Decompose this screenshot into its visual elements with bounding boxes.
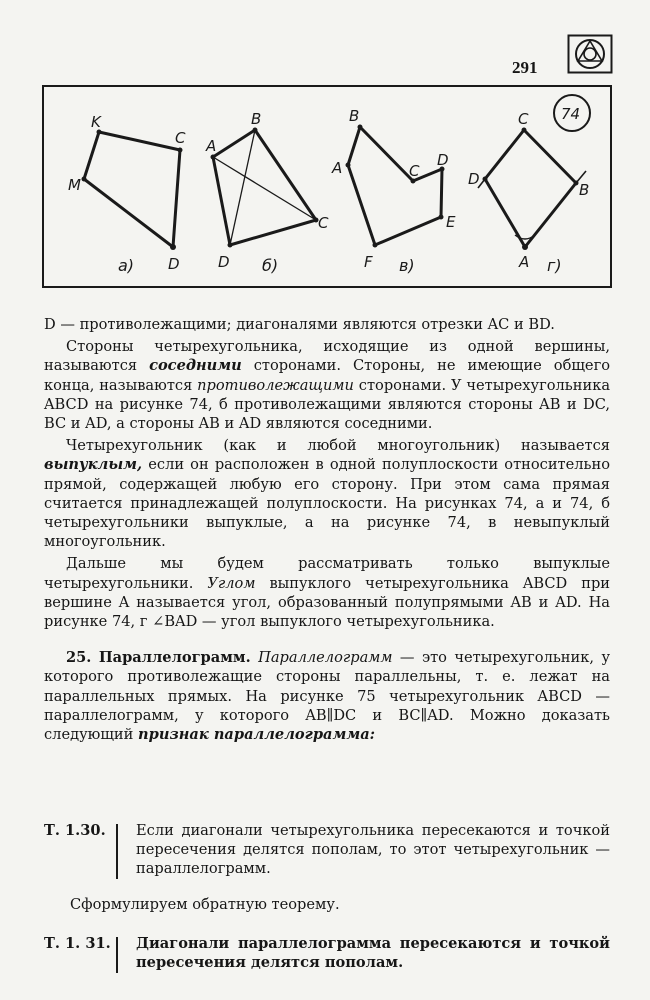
paragraph-angle: Дальше мы будем рассматривать только выпуклые четырехугольники. Углом выпуклого четырехугольника ABCD при вершине A называется угол, образованный полупрямыми AB и AD. На рисунке 74, г ∠BAD — угол выпуклого четырехугольника. xyxy=(44,555,611,631)
theorem-1-31 xyxy=(44,934,610,974)
vertex-label: B xyxy=(579,181,590,199)
vertex-label: D xyxy=(468,170,480,188)
converse-intro: Сформулируем обратную теорему. xyxy=(70,896,340,913)
theorem-label: Т. 1. 31. xyxy=(44,935,111,952)
quadrilateral-g xyxy=(468,110,589,275)
theorem-bar xyxy=(116,824,118,879)
geometry-section-emblem-icon xyxy=(567,34,613,74)
vertex-label: A xyxy=(519,253,530,271)
section-title: Параллелограмм. xyxy=(98,649,251,667)
paragraph-diagonals: D — противолежащими; диагоналями являются отрезки AC и BD. xyxy=(44,316,555,333)
paragraph-adjacent-sides: Стороны четырехугольника, исходящие из одной вершины, называются соседними сторонами. Стороны, не имеющие общего конца, называются противолежащими сторонами. У четырехугольника ABCD на рисунке 74, б противолежащими являются стороны AB и DC, BC и AD, а стороны AB и AD являются соседними. xyxy=(44,338,611,433)
vertex-label: C xyxy=(318,214,329,232)
main-text xyxy=(44,315,610,744)
vertex-label: A xyxy=(332,159,343,177)
figure-caption: в) xyxy=(399,256,415,275)
vertex-label: K xyxy=(91,113,101,131)
vertex-label: F xyxy=(364,253,373,271)
vertex-label: B xyxy=(251,110,262,128)
vertex-label: C xyxy=(409,162,420,180)
page-number: 291 xyxy=(512,58,538,77)
paragraph-parallelogram: 25. Параллелограмм. Параллелограмм — это четырехугольник, у которого противолежащие стороны параллельны, т. е. лежат на параллельных прямых. На рисунке 75 четырехугольник ABCD — параллелограмм, у которого AB∥DC и BC∥AD. Можно доказать следующий признак параллелограмма: xyxy=(44,649,611,744)
theorem-bar xyxy=(116,937,118,973)
vertex-label: D xyxy=(168,255,180,273)
paragraph-convex: Четырехугольник (как и любой многоугольник) называется выпуклым, если он расположен в одной полуплоскости относительно прямой, содержащей любую его сторону. При этом сама прямая считается принадлежащей полуплоскости. На рисунках 74, а и 74, б четырехугольники выпуклые, а на рисунке 74, в невыпуклый многоугольник. xyxy=(44,437,610,551)
vertex-label: A xyxy=(206,137,217,155)
figure-caption: г) xyxy=(547,256,562,275)
figure-number: 74 xyxy=(561,105,581,123)
quadrilateral-b xyxy=(205,110,329,275)
vertex-label: M xyxy=(68,176,81,194)
theorem-text: Если диагонали четырехугольника пересекаются и точкой пересечения делятся пополам, то этот четырехугольник — параллелограмм. xyxy=(136,822,610,878)
figure-caption: б) xyxy=(262,256,279,275)
figure-caption: а) xyxy=(118,256,135,275)
section-number: 25. xyxy=(66,649,92,667)
vertex-label: B xyxy=(349,107,360,125)
theorem-1-30 xyxy=(44,821,610,881)
vertex-label: C xyxy=(518,110,529,128)
vertex-label: D xyxy=(437,151,449,169)
vertex-label: D xyxy=(218,253,230,271)
polygon-v xyxy=(331,107,456,275)
figure-74 xyxy=(42,85,612,288)
quadrilateral-a xyxy=(68,113,186,275)
vertex-label: C xyxy=(175,129,186,147)
theorem-label: Т. 1.30. xyxy=(44,822,106,839)
vertex-label: E xyxy=(446,213,456,231)
theorem-text: Диагонали параллелограмма пересекаются и точкой пересечения делятся пополам. xyxy=(136,935,610,972)
